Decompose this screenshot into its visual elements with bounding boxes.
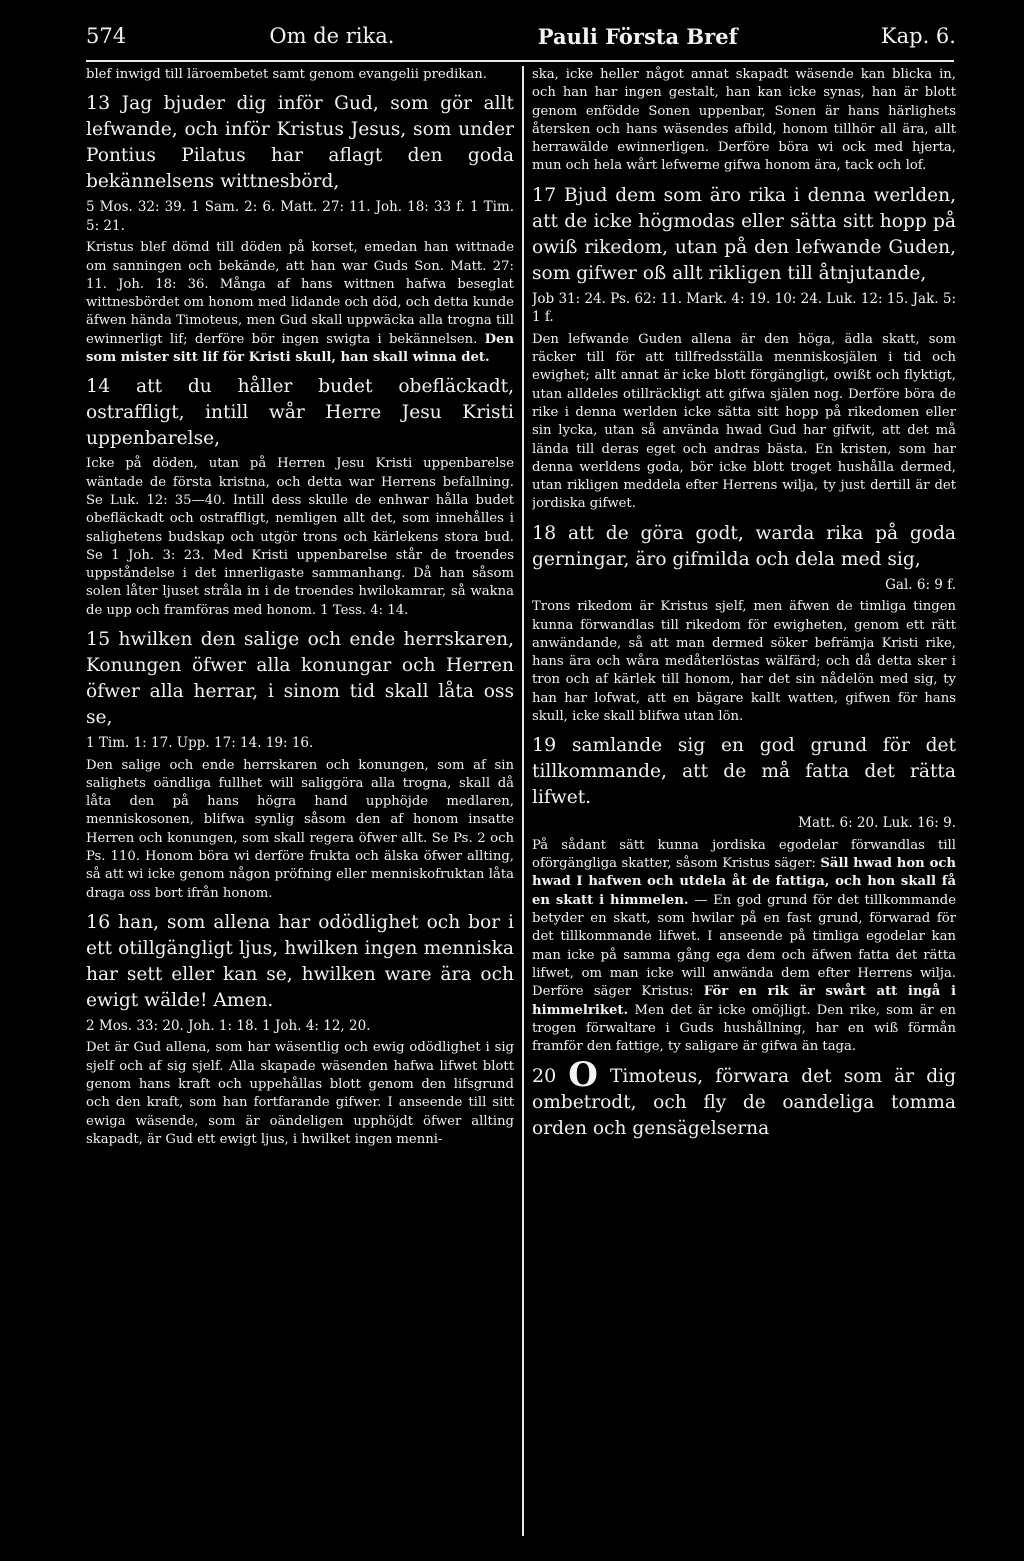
chapter-label: Kap. 6.: [880, 24, 956, 48]
commentary-text: ska, icke heller något annat skapadt wäsende kan blicka in, och han har ingen gestalt, han kan icke synas, han är blott genom enfödde Sonen uppenbar, Sonen är hans härlighets återsken och hans wäsendes afbild, honom tillhör all ära, allt herrawälde ewinnerligen. Derföre böra wi ock med hjerta, mun och hela wårt lefwerne gifwa honom ära, tack och lof.: [532, 67, 956, 174]
cross-references: Gal. 6: 9 f.: [885, 576, 956, 593]
verse-text: Jag bjuder dig inför Gud, som gör allt lefwande, och inför Kristus Jesus, som under Pontius Pilatus har aflagt den goda bekännelsens wittnesbörd,: [86, 93, 514, 193]
commentary-text: Trons rikedom är Kristus sjelf, men äfwen de timliga tingen kunna förwandlas till rikedom för ewigheten, genom ett rätt anwändande, så att man dermed söker befrämja Kristi rike, hans ära och wåra medåterlöstas wälfärd; och då detta sker i tron och af kärlek till honom, har det sin nådelön med sig, ty han har lofwat, att en bägare kallt watten, gifwen för hans skull, icke skall blifwa utan lön.: [532, 599, 956, 725]
commentary-text: Kristus blef dömd till döden på korset, emedan han wittnade om sanningen och bekände, att han war Guds Son. Matt. 27: 11. Joh. 18: 36. Många af hans wittnen hafwa beseglat wittnesbördet om honom med lidande och död, och detta kunde äfwen hända Timoteus, men Gud skall uppwäcka alla trogna till ewinnerligt lif; derföre bör ingen swigta i bekännelsen.: [86, 240, 514, 347]
verse-number: 17: [532, 183, 557, 206]
verse-text: han, som allena har odödlighet och bor i ett otillgängligt ljus, hwilken ingen menniska har sett eller kan se, hwilken ware ära och ewigt wälde! Amen.: [86, 911, 514, 1011]
page-number: 574: [86, 24, 127, 48]
right-column: [532, 66, 956, 1536]
commentary-paragraph: [86, 455, 514, 620]
header-rule: [86, 60, 954, 62]
verse-number: 16: [86, 910, 111, 933]
section-title: Om de rika.: [269, 24, 395, 48]
verse-text: hwilken den salige och ende herrskaren, Konungen öfwer alla konungar och Herren öfwer alla herrar, i sinom tid skall låta oss se,: [86, 629, 514, 729]
verse-18: [532, 520, 956, 573]
verse-number: 18: [532, 521, 557, 544]
commentary-bold-text: För en rik är swårt att ingå i himmelriket.: [532, 984, 956, 1018]
commentary-paragraph: [86, 1039, 514, 1149]
verse-17: [532, 182, 956, 287]
commentary-paragraph: [86, 239, 514, 367]
verse-number: 14: [86, 375, 111, 398]
verse-number: 15: [86, 628, 111, 651]
commentary-paragraph: [86, 757, 514, 903]
verse-text: att du håller budet obefläckadt, ostraffligt, intill wår Herre Jesu Kristi uppenbarelse,: [86, 376, 514, 450]
cross-references: 1 Tim. 1: 17. Upp. 17: 14. 19: 16.: [86, 735, 314, 752]
verse-number: 20: [532, 1065, 557, 1088]
commentary-text: Men det är icke omöjligt. Den rike, som är en trogen förwaltare i Guds hushållning, har en wiß förmån framför den fattige, ty saligare är gifwa än taga.: [532, 1002, 956, 1055]
commentary-text: Den lefwande Guden allena är den höga, ädla skatt, som räcker till för att tillfredsställa menniskosjälen i tid och ewighet; allt annat är icke blott förgängligt, owißt och flyktigt, utan alldeles otillräckligt att gifwa själen nog. Derföre böra de rike i denna werlden icke sätta sitt hopp på rikedomen eller sin lycka, utan så använda hwad Gud har gifwit, att det må lända till deras eget och andras bästa. En kristen, som har denna werldens goda, bör icke blott troget hushålla dermed, utan rikligen meddela efter Herrens wilja, ty just dertill är det jordiska gifwet.: [532, 331, 956, 512]
verse-20: [532, 1055, 956, 1142]
commentary-text: Det är Gud allena, som har wäsentlig och ewig odödlighet i sig sjelf och af sig sjelf. Alla skapade wäsenden hafwa lifwet blott genom hans kraft och uppehållas blott genom den lifsgrund och den kraft, som han fortfarande gifwer. I anseende till sitt ewiga wäsende, som är oändeligen upphöjdt öfwer allting skapadt, är Gud ett ewigt ljus, i hwilket ingen menni-: [86, 1040, 514, 1147]
page-header: [86, 16, 956, 56]
cross-references: 5 Mos. 32: 39. 1 Sam. 2: 6. Matt. 27: 11. Joh. 18: 33 f. 1 Tim. 5: 21.: [86, 199, 514, 234]
verse-text: Bjud dem som äro rika i denna werlden, att de icke högmodas eller sätta sitt hopp på owiß rikedom, utan på den lefwande Guden, som gifwer oß allt rikligen till åtnjutande,: [532, 184, 956, 284]
commentary-paragraph: [86, 66, 514, 84]
cross-references: 2 Mos. 33: 20. Joh. 1: 18. 1 Joh. 4: 12, 20.: [86, 1017, 371, 1034]
commentary-text: På sådant sätt kunna jordiska egodelar förwandlas till oförgängliga skatter, såsom Kristus säger:: [532, 837, 956, 872]
verse-text: att de göra godt, warda rika på goda gerningar, äro gifmilda och dela med sig,: [532, 522, 956, 570]
commentary-paragraph: [532, 331, 956, 514]
commentary-paragraph: [532, 837, 956, 1057]
commentary-bold-text: Den som mister sitt lif för Kristi skull, han skall winna det.: [86, 331, 514, 366]
commentary-bold-text: Säll hwad hon och hwad I hafwen och utdela åt de fattiga, och hon skall få en skatt i himmelen.: [532, 856, 956, 908]
book-title: Pauli Första Bref: [537, 23, 738, 49]
verse-13: [86, 90, 514, 195]
verse-19: [532, 732, 956, 811]
drop-cap-initial: O: [568, 1055, 598, 1096]
cross-references: Job 31: 24. Ps. 62: 11. Mark. 4: 19. 10: 24. Luk. 12: 15. Jak. 5: 1 f.: [532, 290, 956, 326]
commentary-text: Icke på döden, utan på Herren Jesu Kristi uppenbarelse wäntade de första kristna, och detta war Herrens befallning. Se Luk. 12: 35—40. Intill dess skulle de enhwar hålla budet obefläckadt och ostraffligt, nemligen allt det, som innehålles i salighetens budskap och utgör trons och kärlekens stora bud. Se 1 Joh. 3: 23. Med Kristi uppenbarelse står de troendes uppståndelse i det innerligaste sammanhang. Då han såsom solen låter ljuset stråla in i de troendes hwilokamrar, så wakna de upp och framföras med honom. 1 Tess. 4: 14.: [86, 456, 514, 618]
verse-number: 13: [86, 92, 111, 115]
commentary-paragraph: [532, 66, 956, 176]
cross-references: Matt. 6: 20. Luk. 16: 9.: [798, 815, 956, 832]
verse-16: [86, 909, 514, 1014]
verse-15: [86, 626, 514, 731]
commentary-text: — En god grund för det tillkommande betyder en skatt, som hwilar på en fast grund, förwarad för det tillkommande lifwet. I anseende på timliga egodelar kan man icke på samma gång ega dem och äfwen fatta det rätta lifwet, om man icke will anwända dem efter Herrens wilja. Derföre säger Kristus:: [532, 892, 956, 1000]
verse-text: samlande sig en god grund för det tillkommande, att de må fatta det rätta lifwet.: [532, 735, 956, 809]
column-divider: [522, 66, 524, 1536]
commentary-text: blef inwigd till läroembetet samt genom evangelii predikan.: [86, 67, 487, 82]
verse-number: 19: [532, 734, 557, 757]
left-column: [86, 66, 514, 1536]
verse-14: [86, 373, 514, 452]
verse-text: Timoteus, förwara det som är dig ombetrodt, och fly de oandeliga tomma orden och gensägelserna: [532, 1066, 956, 1140]
commentary-paragraph: [532, 598, 956, 726]
commentary-text: Den salige och ende herrskaren och konungen, som af sin salighets oändliga fullhet will saliggöra alla trogna, skall då låta den på hans högra hand upphöjde medlaren, menniskosonen, blifwa synlig såsom den af honom insatte Herren och konungen, som skall regera öfwer allt. Se Ps. 2 och Ps. 110. Honom böra wi derföre frukta och älska öfwer allting, så att wi icke genom någon pröfning eller menniskofruktan låta draga oss bort ifrån honom.: [86, 757, 514, 901]
